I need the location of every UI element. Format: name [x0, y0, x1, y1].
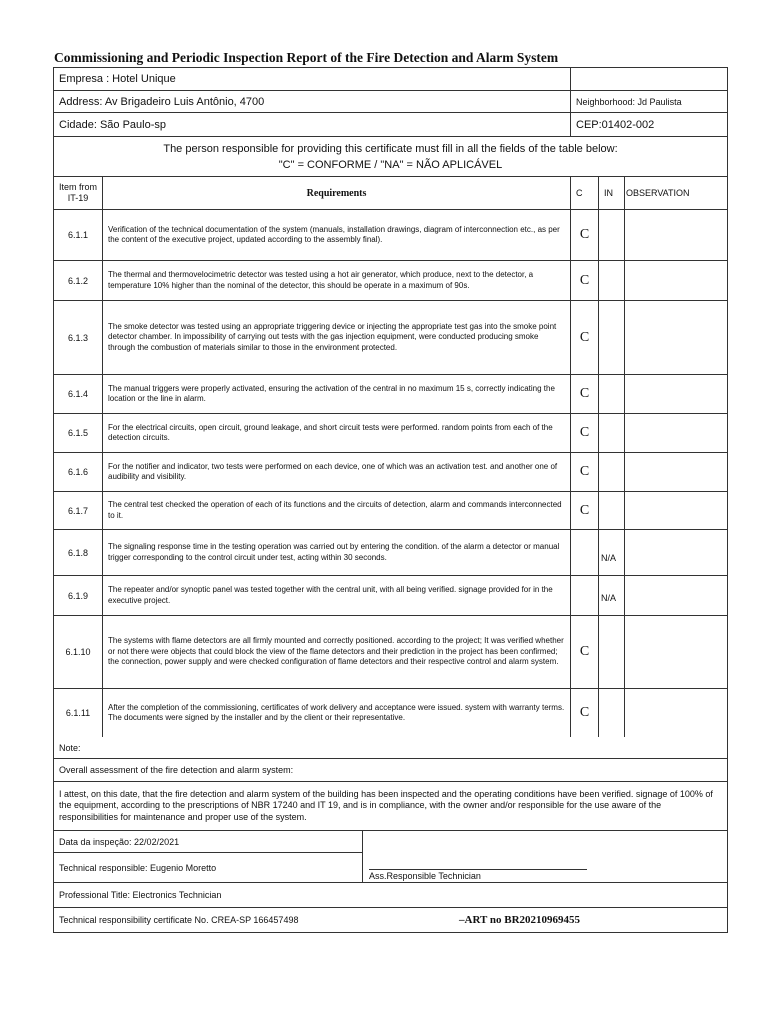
row-observation-cell — [624, 375, 727, 413]
address-row — [54, 91, 727, 113]
row-requirement-text: After the completion of the commissioning, certificates of work delivery and acceptance were issued. system with warranty terms. The documents were signed by the installer and by the client or their representative. — [108, 702, 565, 722]
table-header-row — [54, 177, 727, 210]
signature-line — [369, 869, 587, 870]
row-conforme-mark: C — [570, 616, 598, 688]
row-requirement-cell — [102, 530, 570, 575]
row-requirement-cell — [102, 453, 570, 491]
signature-label: Ass.Responsible Technician — [369, 871, 481, 881]
row-item-number: 6.1.9 — [67, 590, 89, 601]
row-requirement-text: The repeater and/or synoptic panel was tested together with the central unit, with all being verified. signage provided for in the executive project. — [108, 585, 553, 605]
row-requirement-cell — [102, 414, 570, 452]
table-row — [54, 453, 727, 492]
row-requirement-cell — [102, 301, 570, 374]
assessment-row — [54, 759, 727, 782]
row-observation-cell — [624, 576, 727, 615]
signature-row — [54, 831, 727, 883]
row-requirement-cell — [102, 492, 570, 529]
attest-row — [54, 782, 727, 831]
professional-title-field: Professional Title: Electronics Technician — [59, 890, 222, 900]
row-observation-cell — [624, 530, 727, 575]
city-row — [54, 113, 727, 137]
row-item-number: 6.1.1 — [67, 230, 89, 240]
row-requirement-text: The signaling response time in the testing operation was carried out by entering the condition. of the alarm a detector or manual trigger corresponding to the control circuit under test, acting within 30 seconds. — [108, 542, 560, 562]
row-na-mark — [598, 689, 624, 737]
row-conforme-mark — [570, 576, 598, 615]
row-requirement-cell — [102, 261, 570, 300]
instructions-cell — [54, 137, 727, 176]
company-field: Empresa : Hotel Unique — [59, 73, 176, 85]
row-requirement-text: The manual triggers were properly activated, ensuring the activation of the central in no maximum 15 s, correctly indicating the location or the line in alarm. — [108, 383, 555, 403]
table-row — [54, 261, 727, 301]
note-field: Note: — [59, 742, 81, 753]
row-conforme-mark — [570, 530, 598, 575]
row-na-mark — [598, 414, 624, 452]
row-conforme-mark: C — [570, 375, 598, 413]
row-na-mark — [598, 616, 624, 688]
row-conforme-mark: C — [570, 210, 598, 260]
signature-area — [362, 831, 727, 882]
instructions-line-2: "C" = CONFORME / "NA" = NÃO APLICÁVEL — [278, 159, 503, 171]
report-title: Commissioning and Periodic Inspection Report of the Fire Detection and Alarm System — [54, 50, 559, 65]
note-row — [54, 737, 727, 759]
row-item-number: 6.1.6 — [67, 467, 89, 477]
table-row — [54, 492, 727, 530]
row-requirement-text: For the notifier and indicator, two tests were performed on each device, one of which was an activation test. and another one of audibility and visibility. — [108, 461, 558, 481]
inspection-info — [54, 831, 362, 882]
header-c: C — [570, 177, 598, 209]
certificate-field: Technical responsibility certificate No. CREA-SP 166457498 — [59, 915, 299, 925]
company-blank-cell — [570, 68, 727, 90]
inspection-date-field: Data da inspeção: 22/02/2021 — [54, 831, 362, 853]
table-row — [54, 414, 727, 453]
row-observation-cell — [624, 453, 727, 491]
row-item-number: 6.1.3 — [67, 332, 89, 343]
row-na-mark — [598, 375, 624, 413]
certificate-row — [54, 908, 727, 932]
row-item-number: 6.1.5 — [67, 428, 89, 438]
table-row — [54, 616, 727, 689]
row-item-number: 6.1.10 — [65, 647, 91, 657]
row-item-number: 6.1.4 — [67, 389, 89, 399]
table-row — [54, 689, 727, 737]
address-field: Address: Av Brigadeiro Luis Antônio, 4700 — [59, 95, 265, 108]
row-conforme-mark: C — [570, 453, 598, 491]
header-in: IN — [598, 177, 624, 209]
cep-field: CEP:01402-002 — [570, 113, 727, 136]
row-na-mark: N/A — [598, 530, 624, 575]
row-na-mark — [598, 492, 624, 529]
art-number: –ART no BR20210969455 — [459, 914, 581, 926]
row-na-mark: N/A — [598, 576, 624, 615]
table-row — [54, 210, 727, 261]
assessment-field: Overall assessment of the fire detection and alarm system: — [59, 765, 294, 775]
city-field: Cidade: São Paulo-sp — [59, 118, 167, 131]
row-requirement-text: The systems with flame detectors are all firmly mounted and correctly positioned. according to the project; It was verified whether or not there were objects that could block the view of the flame detectors and their prediction in the project has been confirmed; the connection, power supply and were checked configuration of flame detectors and their respective control and alarm system. — [108, 636, 564, 667]
row-conforme-mark: C — [570, 414, 598, 452]
row-na-mark — [598, 301, 624, 374]
technical-responsible-field: Technical responsible: Eugenio Moretto — [59, 862, 217, 873]
table-row — [54, 530, 727, 576]
header-item: Item from IT-19 — [58, 182, 97, 203]
row-requirement-cell — [102, 576, 570, 615]
row-observation-cell — [624, 261, 727, 300]
row-requirement-cell — [102, 689, 570, 737]
row-requirement-text: For the electrical circuits, open circuit, ground leakage, and short circuit tests were performed. random points from each of the detection circuits. — [108, 422, 553, 442]
row-na-mark — [598, 261, 624, 300]
header-observation: OBSERVATION — [624, 177, 727, 209]
table-row — [54, 375, 727, 414]
row-requirement-cell — [102, 210, 570, 260]
row-observation-cell — [624, 689, 727, 737]
row-requirement-text: The central test checked the operation of each of its functions and the circuits of detection, alarm and commands interconnected to it. — [108, 500, 562, 520]
company-row — [54, 68, 727, 91]
row-observation-cell — [624, 492, 727, 529]
row-item-number: 6.1.8 — [67, 547, 89, 558]
row-item-number: 6.1.11 — [65, 708, 91, 718]
row-conforme-mark: C — [570, 689, 598, 737]
table-row — [54, 301, 727, 375]
row-observation-cell — [624, 414, 727, 452]
row-item-number: 6.1.2 — [67, 275, 89, 286]
row-conforme-mark: C — [570, 492, 598, 529]
attest-statement: I attest, on this date, that the fire detection and alarm system of the building has been inspected and the operating conditions have been verified. signage of 100% of the equipment, according to the prescriptions of NBR 17240 and IT 19, and is in compliance, with the owner and/or responsible for the use aware of the responsibilities for maintenance and proper use of the system. — [59, 788, 713, 822]
instructions-line-1: The person responsible for providing this certificate must fill in all the fields of the table below: — [163, 143, 618, 155]
requirements-table-body — [54, 210, 727, 737]
row-requirement-text: The smoke detector was tested using an appropriate triggering device or injecting the appropriate test gas into the smoke point detector chamber. In impossibility of carrying out tests with the gas injection equipment, were conducted producing smoke through the combustion of materials similar to those in the environment protected. — [108, 321, 557, 352]
instructions-row — [54, 137, 727, 177]
row-conforme-mark: C — [570, 261, 598, 300]
professional-title-row — [54, 883, 727, 908]
row-item-number: 6.1.7 — [67, 505, 89, 516]
row-observation-cell — [624, 301, 727, 374]
table-row — [54, 576, 727, 616]
row-requirement-cell — [102, 375, 570, 413]
header-requirements: Requirements — [102, 177, 570, 209]
row-observation-cell — [624, 616, 727, 688]
row-na-mark — [598, 210, 624, 260]
neighborhood-field: Neighborhood: Jd Paulista — [570, 91, 727, 112]
row-requirement-text: The thermal and thermovelocimetric detector was tested using a hot air generator, which produce, next to the detector, a temperature 10% higher than the nominal of the detector, this should be operate in a maximum of 90s. — [108, 270, 534, 290]
row-requirement-text: Verification of the technical documentation of the system (manuals, installation drawings, diagram of interconnection etc., as per the content of the executive project, updated according to the assembly final). — [108, 224, 560, 244]
row-conforme-mark: C — [570, 301, 598, 374]
row-observation-cell — [624, 210, 727, 260]
row-na-mark — [598, 453, 624, 491]
row-requirement-cell — [102, 616, 570, 688]
report-form — [53, 67, 728, 933]
